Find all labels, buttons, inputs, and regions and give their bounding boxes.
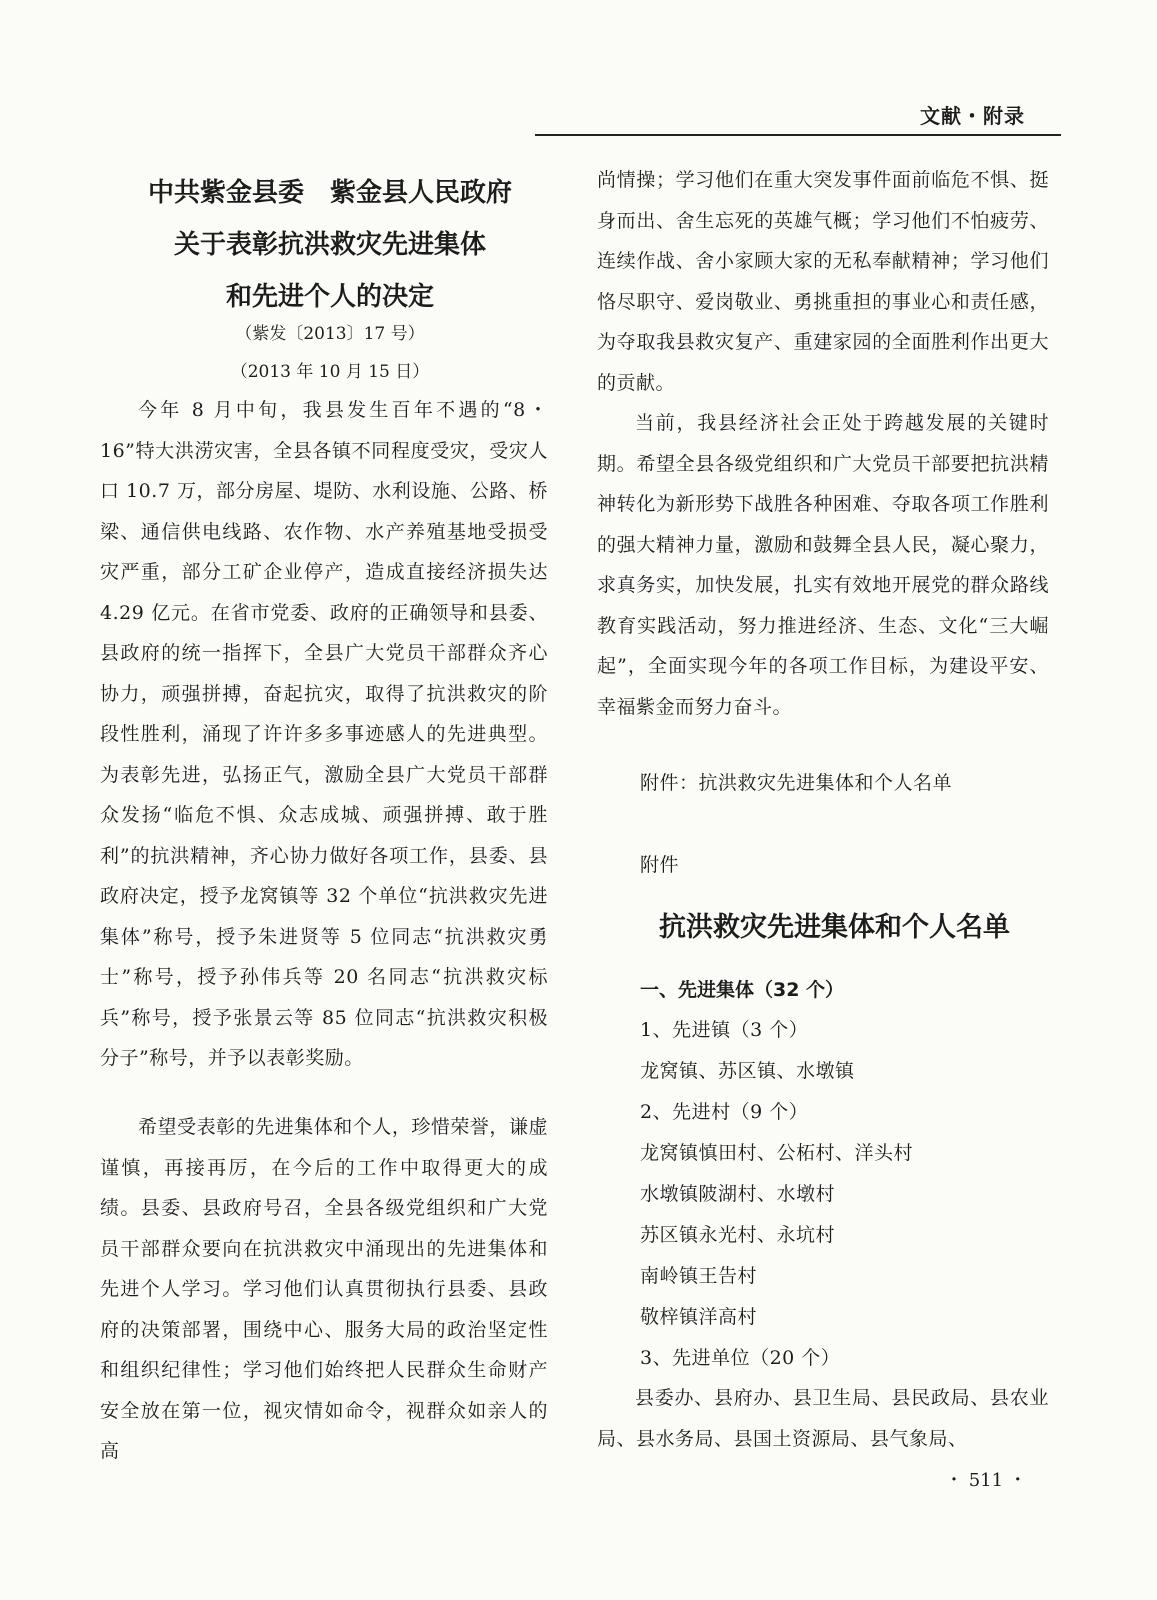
document-number: （紫发〔2013〕17 号）: [235, 324, 425, 344]
section-heading: 一、先进集体（32 个）: [640, 979, 845, 1001]
attachment-label: 附件: [640, 854, 680, 876]
body-paragraph-2: 希望受表彰的先进集体和个人，珍惜荣誉，谦虚谨慎，再接再厉，在今后的工作中取得更大的成绩。县委、县政府号召，全县各级党组织和广大党员干部群众要向在抗洪救灾中涌现出的先进集体和先进个人学习。学习他们认真贯彻执行县委、县政府的决策部署，围绕中心、服务大局的政治坚定性和组织纪律性；学习他们始终把人民群众生命财产安全放在第一位，视灾情如命令，视群众如亲人的高: [100, 1116, 548, 1462]
list-item: 水墩镇陂湖村、水墩村: [640, 1183, 836, 1205]
body-paragraph-2-continued: 尚情操；学习他们在重大突发事件面前临危不惧、挺身而出、舍生忘死的英雄气概；学习他们不怕疲劳、连续作战、舍小家顾大家的无私奉献精神；学习他们恪尽职守、爱岗敬业、勇挑重担的事业心和责任感，为夺取我县救灾复产、重建家园的全面胜利作出更大的贡献。: [597, 169, 1049, 394]
running-head: 文献・附录: [920, 104, 1025, 128]
body-paragraph-1: 今年 8 月中旬，我县发生百年不遇的“8・16”特大洪涝灾害，全县各镇不同程度受灾，受灾人口 10.7 万，部分房屋、堤防、水利设施、公路、桥梁、通信供电线路、农作物、水产养殖基地受损受灾严重，部分工矿企业停产，造成直接经济损失达 4.29 亿元。在省市党委、政府的正确领导和县委、县政府的统一指挥下，全县广大党员干部群众齐心协力，顽强拼搏，奋起抗灾，取得了抗洪救灾的阶段性胜利，涌现了许许多多事迹感人的先进典型。为表彰先进，弘扬正气，激励全县广大党员干部群众发扬“临危不惧、众志成城、顽强拼搏、敢于胜利”的抗洪精神，齐心协力做好各项工作，县委、县政府决定，授予龙窝镇等 32 个单位“抗洪救灾先进集体”称号，授予朱进贤等 5 位同志“抗洪救灾勇士”称号，授予孙伟兵等 20 名同志“抗洪救灾标兵”称号，授予张景云等 85 位同志“抗洪救灾积极分子”称号，并予以表彰奖励。: [100, 399, 548, 1069]
body-paragraph-3: 当前，我县经济社会正处于跨越发展的关键时期。希望全县各级党组织和广大党员干部要把抗洪精神转化为新形势下战胜各种困难、夺取各项工作胜利的强大精神力量，激励和鼓舞全县人民，凝心聚力，求真务实，加快发展，扎实有效地开展党的群众路线教育实践活动，努力推进经济、生态、文化“三大崛起”，全面实现今年的各项工作目标，为建设平安、幸福紫金而努力奋斗。: [597, 412, 1049, 718]
document-date: （2013 年 10 月 15 日）: [230, 362, 430, 382]
list-item: 南岭镇王告村: [640, 1265, 758, 1287]
list-item: 苏区镇永光村、永坑村: [640, 1224, 836, 1246]
title-line-2: 关于表彰抗洪救灾先进集体: [173, 230, 486, 260]
list-item: 敬梓镇洋高村: [640, 1306, 758, 1328]
list-item: 1、先进镇（3 个）: [640, 1019, 809, 1041]
attachment-title: 抗洪救灾先进集体和个人名单: [659, 912, 1010, 943]
list-item: 龙窝镇、苏区镇、水墩镇: [640, 1060, 855, 1082]
list-item: 2、先进村（9 个）: [640, 1101, 809, 1123]
list-item: 龙窝镇慎田村、公柘村、洋头村: [640, 1142, 914, 1164]
document-title: [100, 167, 560, 323]
attachment-note: 附件：抗洪救灾先进集体和个人名单: [640, 772, 953, 794]
units-list: 县委办、县府办、县卫生局、县民政局、县农业局、县水务局、县国土资源局、县气象局、: [597, 1387, 1049, 1450]
title-line-3: 和先进个人的决定: [225, 282, 434, 312]
list-item: 3、先进单位（20 个）: [640, 1347, 841, 1369]
page-number: ・ 511 ・: [945, 1470, 1027, 1491]
title-line-1: 中共紫金县委 紫金县人民政府: [147, 178, 512, 208]
header-rule: [535, 134, 1061, 136]
